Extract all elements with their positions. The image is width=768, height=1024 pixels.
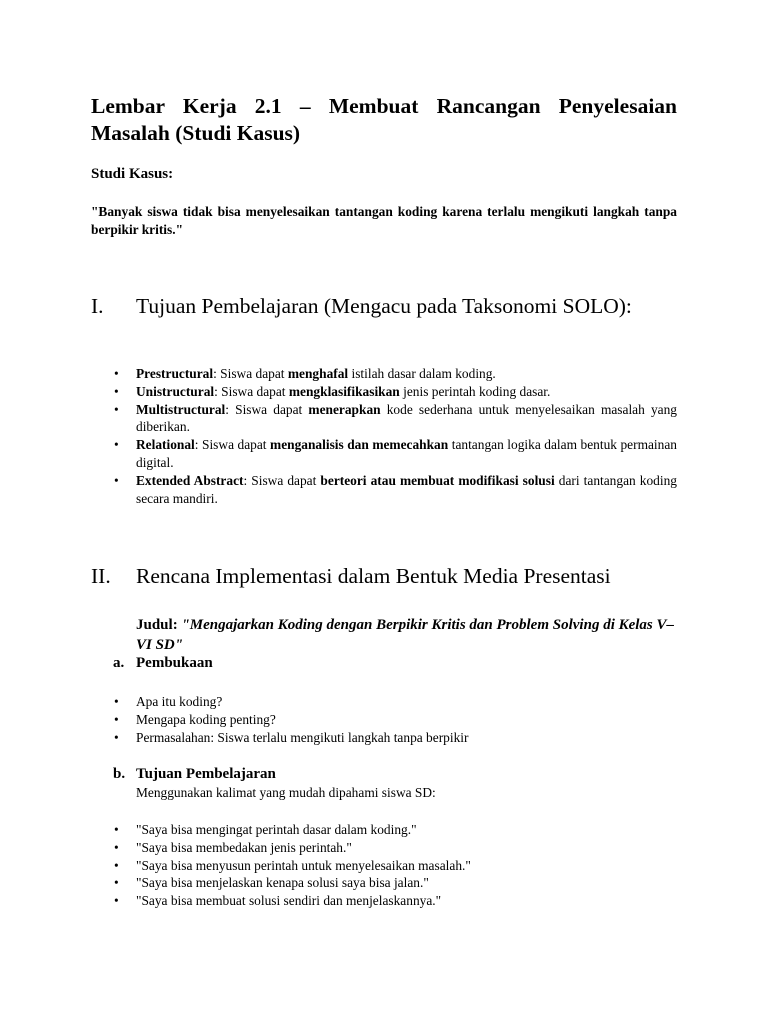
case-study-label: Studi Kasus:	[91, 166, 174, 182]
case-study-quote: "Banyak siswa tidak bisa menyelesaikan tantangan koding karena terlalu mengikuti langkah tanpa berpikir kritis."	[91, 204, 677, 237]
item-text: kode sederhana untuk menyelesaikan masalah yang diberikan.	[136, 401, 677, 435]
item-text: : Siswa dapat	[225, 401, 309, 417]
list-item: • "Saya bisa mengingat perintah dasar dalam koding."	[136, 821, 677, 839]
list-item: • "Saya bisa menjelaskan kenapa solusi saya bisa jalan."	[136, 874, 677, 892]
list-item	[136, 401, 677, 437]
item-text: jenis perintah koding dasar.	[399, 383, 551, 399]
item-text: : Siswa dapat	[214, 383, 289, 399]
list-item: • Mengapa koding penting?	[136, 711, 677, 729]
list-item: • "Saya bisa membedakan jenis perintah."	[136, 839, 677, 857]
solo-objectives-list	[136, 365, 677, 507]
presentation-title	[136, 615, 677, 655]
section-title: Tujuan Pembelajaran (Mengacu pada Taksonomi SOLO):	[136, 294, 632, 318]
list-item	[136, 472, 677, 508]
presentation-title-text: "Mengajarkan Koding dengan Berpikir Kritis dan Problem Solving di Kelas V–VI SD"	[136, 617, 675, 653]
opening-list	[136, 693, 677, 746]
section-heading-learning-objectives	[91, 292, 677, 320]
section-heading-implementation-plan	[91, 562, 677, 590]
level-verb: menganalisis dan memecahkan	[270, 437, 449, 453]
item-text: istilah dasar dalam koding.	[348, 366, 496, 381]
list-item	[136, 365, 677, 383]
item-text: tantangan logika dalam bentuk permainan digital.	[136, 437, 677, 470]
level-term: Prestructural	[136, 366, 214, 381]
subsection-description: Menggunakan kalimat yang mudah dipahami siswa SD:	[136, 785, 436, 800]
level-verb: berteori atau membuat modifikasi solusi	[320, 472, 555, 488]
presentation-title-label: Judul:	[136, 617, 182, 633]
subsection-letter: a.	[113, 655, 125, 671]
list-item	[136, 436, 677, 472]
level-term: Extended Abstract	[136, 472, 244, 488]
item-text: : Siswa dapat	[243, 472, 321, 488]
level-verb: menghafal	[287, 366, 349, 381]
list-item: • "Saya bisa membuat solusi sendiri dan menjelaskannya."	[136, 892, 677, 910]
section-number: I.	[91, 294, 104, 318]
level-verb: menerapkan	[308, 401, 381, 417]
list-item: • Apa itu koding?	[136, 693, 677, 711]
item-text: dari tantangan koding secara mandiri.	[136, 472, 677, 506]
list-item	[136, 383, 677, 401]
subsection-title: Pembukaan	[136, 655, 213, 671]
section-title: Rencana Implementasi dalam Bentuk Media Presentasi	[136, 564, 611, 588]
item-text: : Siswa dapat	[213, 366, 288, 381]
section-number: II.	[91, 564, 111, 588]
subsection-heading-learning-goals	[113, 766, 276, 783]
document-title: Lembar Kerja 2.1 – Membuat Rancangan Penyelesaian Masalah (Studi Kasus)	[91, 94, 677, 145]
subsection-title: Tujuan Pembelajaran	[136, 766, 276, 782]
list-item: • "Saya bisa menyusun perintah untuk menyelesaikan masalah."	[136, 857, 677, 875]
item-text: : Siswa dapat	[194, 437, 271, 453]
level-term: Unistructural	[136, 383, 215, 399]
student-goals-list	[136, 821, 677, 910]
list-item: • Permasalahan: Siswa terlalu mengikuti langkah tanpa berpikir	[136, 729, 677, 747]
level-verb: mengklasifikasikan	[288, 383, 400, 399]
level-term: Multistructural	[136, 401, 226, 417]
level-term: Relational	[136, 437, 195, 453]
subsection-heading-opening	[113, 655, 213, 672]
subsection-letter: b.	[113, 766, 126, 782]
